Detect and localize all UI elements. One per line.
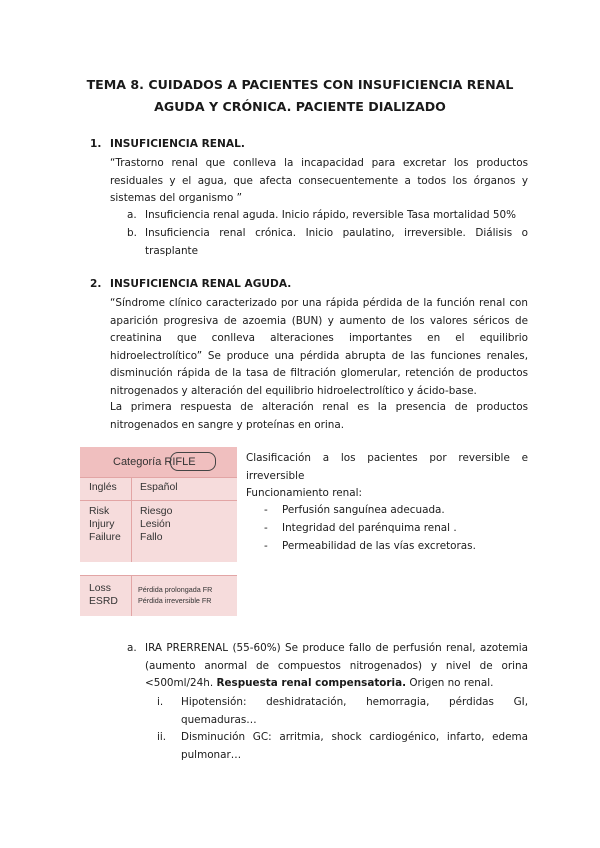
section-1-item-a [127,207,528,225]
section-1-number: 1. [90,138,102,150]
prerrenal-item [127,640,528,693]
rifle-circle-annotation [170,452,216,471]
section-2-number: 2. [90,278,102,290]
rifle-table [80,447,237,607]
rifle-header-boxed: RIFLE [164,456,196,468]
rifle-foot-spanish: Pérdida prolongada FR Pérdida irreversible FR [138,585,213,605]
list-marker: a. [127,209,137,221]
list-item-text: Perfusión sanguínea adecuada. [282,504,445,516]
page-title [60,74,540,118]
list-item-text: Insuficiencia renal crónica. Inicio paulatino, irreversible. Diálisis o trasplante [145,227,528,257]
list-marker: b. [127,227,137,239]
list-item-text: Integridad del parénquima renal . [282,522,457,534]
classification-text: Clasificación a los pacientes por reversible e irreversible [246,452,528,482]
title-line-1: TEMA 8. CUIDADOS A PACIENTES CON INSUFICIENCIA RENAL [86,77,514,92]
prerrenal-subitem-ii [157,729,528,764]
section-1-definition: “Trastorno renal que conlleva la incapacidad para excretar los productos residuales y el agua, que afecta consecuentemente a todos los órganos y sistemas del organismo ” [110,157,528,204]
list-marker: a. [127,642,137,654]
rifle-row-divider [80,500,237,501]
list-item-text: Permeabilidad de las vías excretoras. [282,540,476,552]
rifle-col-spanish: Español [140,482,178,493]
rifle-foot-english: Loss ESRD [89,583,118,607]
rifle-col-english: Inglés [89,482,117,493]
rifle-english-terms: Risk Injury Failure [89,506,121,543]
list-marker: i. [157,696,164,708]
section-2-definition: “Síndrome clínico caracterizado por una rápida pérdida de la función renal con aparición progresiva de azoemia (BUN) y aumento de los valores séricos de creatinina que conlleva alteraciones importantes en el equilibrio hidroelectrolítico” Se produce una pérdida abrupta de las funciones renales, disminución rápida de la tasa de filtración glomerular, retención de productos nitrogenados y alteración del equilibrio hidroelectrolítico y ácido-base. [110,297,528,397]
section-2-paragraph: La primera respuesta de alteración renal es la presencia de productos nitrogenados en sangre y proteínas en orina. [110,401,528,431]
rifle-foot-divider [131,576,132,616]
prerrenal-bold: Respuesta renal compensatoria. [216,677,407,689]
section-2-title: INSUFICIENCIA RENAL AGUDA. [110,278,292,290]
prerrenal-text-end: Origen no renal. [406,677,494,689]
list-item-text: Disminución GC: arritmia, shock cardiogénico, infarto, edema pulmonar… [181,731,528,761]
list-item-text: Hipotensión: deshidratación, hemorragia, pérdidas GI, quemaduras… [181,696,528,726]
rifle-header [80,447,237,478]
list-marker: ii. [157,731,167,743]
rifle-column-divider [131,477,132,562]
prerrenal-text: IRA PRERRENAL (55-60%) Se produce fallo de perfusión renal, azotemia (aumento anormal de compuestos nitrogenados) y nivel de orina <500ml/24h. [145,642,528,689]
list-item-text: Insuficiencia renal aguda. Inicio rápido, reversible Tasa mortalidad 50% [145,209,516,221]
rifle-foot-block [80,575,237,616]
rifle-main-block [80,447,237,562]
rifle-header-prefix: Categoría [113,456,162,468]
section-1-title: INSUFICIENCIA RENAL. [110,138,245,150]
classification-subheading: Funcionamiento renal: [246,487,362,499]
prerrenal-subitem-i [157,694,528,729]
section-1-item-b [127,225,528,260]
title-line-2: AGUDA Y CRÓNICA. PACIENTE DIALIZADO [154,99,446,114]
rifle-spanish-terms: Riesgo Lesión Fallo [140,506,173,543]
